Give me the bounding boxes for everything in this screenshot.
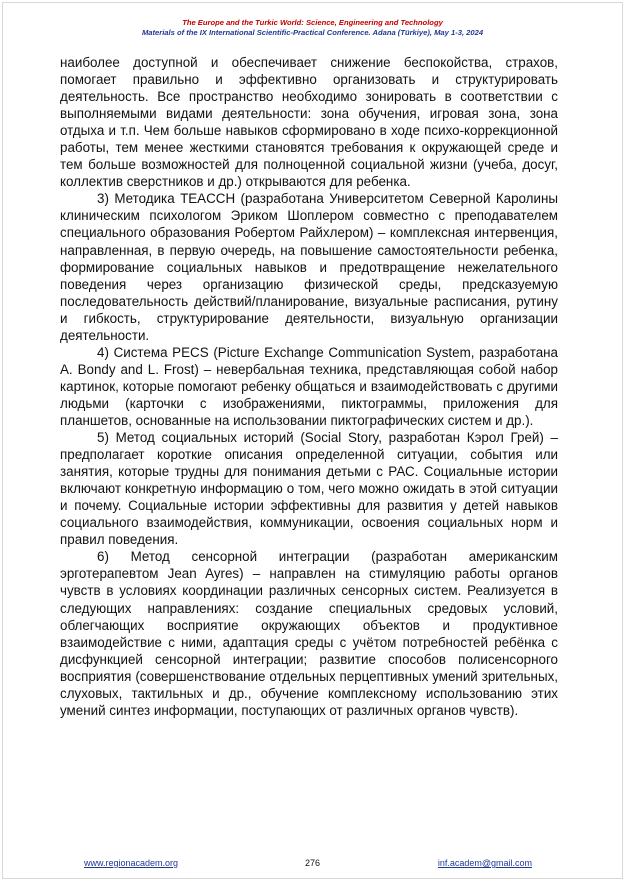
header-conference-title: The Europe and the Turkic World: Science, Engineering and Technology bbox=[182, 18, 443, 27]
paragraph-teacch: 3) Методика TEACCH (разработана Университетом Северной Каролины клиническим психологом Эриком Шоплером совместно с преподавателем специального образования Робертом Райхлером) – комплексная интервенция, направленная, в первую очередь, на повышение самостоятельности ребенка, формирование социальных навыков и предотвращение нежелательного поведения через организацию физической среды, предсказуемую последовательность действий/планирование, визуальные расписания, рутину и гибкость, структурирование деятельности, визуальную организации деятельности. bbox=[60, 191, 558, 343]
article-body bbox=[60, 54, 558, 719]
paragraph-social-story: 5) Метод социальных историй (Social Story, разработан Кэрол Грей) – предполагает короткие описания определенной ситуации, события или занятия, которые трудны для понимания детьми с РАС. Социальные истории включают конкретную информацию о том, чего можно ожидать в этой ситуации и почему. Социальные истории эффективны для развития у детей навыков социального взаимодействия, коммуникации, освоения социальных норм и правил поведения. bbox=[60, 430, 558, 548]
running-header bbox=[0, 18, 625, 38]
paragraph-pecs: 4) Система PECS (Picture Exchange Communication System, разработана A. Bondy and L. Frost) – невербальная техника, представляющая собой набор картинок, которые помогают ребенку общаться и взаимодействовать с другими людьми (карточки с изображениями, пиктограммы, приложения для планшетов, основанные на использовании пиктографических систем и др.). bbox=[60, 344, 558, 428]
paragraph-sensory-integration: 6) Метод сенсорной интеграции (разработан американским эрготерапевтом Jean Ayres) – направлен на стимуляцию работы органов чувств в условиях координации различных сенсорных систем. Реализуется в следующих направлениях: создание специальных средовых условий, облегчающих восприятие окружающих объектов и продуктивное взаимодействие с ними, адаптация среды с учётом потребностей ребёнка с дисфункцией сенсорной интеграции; развитие способов полисенсорного восприятия (совершенствование отдельных перцептивных умений зрительных, слуховых, тактильных и др., обучение комплексному использованию этих умений синтез информации, поступающих от различных органов чувств). bbox=[60, 549, 558, 718]
paragraph-environment: наиболее доступной и обеспечивает снижение беспокойства, страхов, помогает правильно и эффективно организовать и структурировать деятельность. Все пространство необходимо зонировать в соответствии с выполняемыми видами деятельности: зона обучения, игровая зона, зона отдыха и т.п. Чем больше навыков сформировано в ходе психо-коррекционной работы, тем менее жесткими становятся требования к окружающей среде и тем больше возможностей для полноценной социальной жизни (учеба, досуг, коллектив сверстников и др.) открываются для ребенка. bbox=[60, 55, 558, 190]
header-proceedings-info: Materials of the IX International Scientific-Practical Conference. Adana (Türkiye), May 1-3, 2024 bbox=[141, 28, 484, 37]
page-number: 276 bbox=[304, 858, 321, 868]
page-footer bbox=[0, 858, 625, 872]
footer-website-link[interactable]: www.regionacadem.org bbox=[84, 858, 179, 868]
footer-email-link[interactable]: inf.academ@gmail.com bbox=[437, 858, 532, 868]
